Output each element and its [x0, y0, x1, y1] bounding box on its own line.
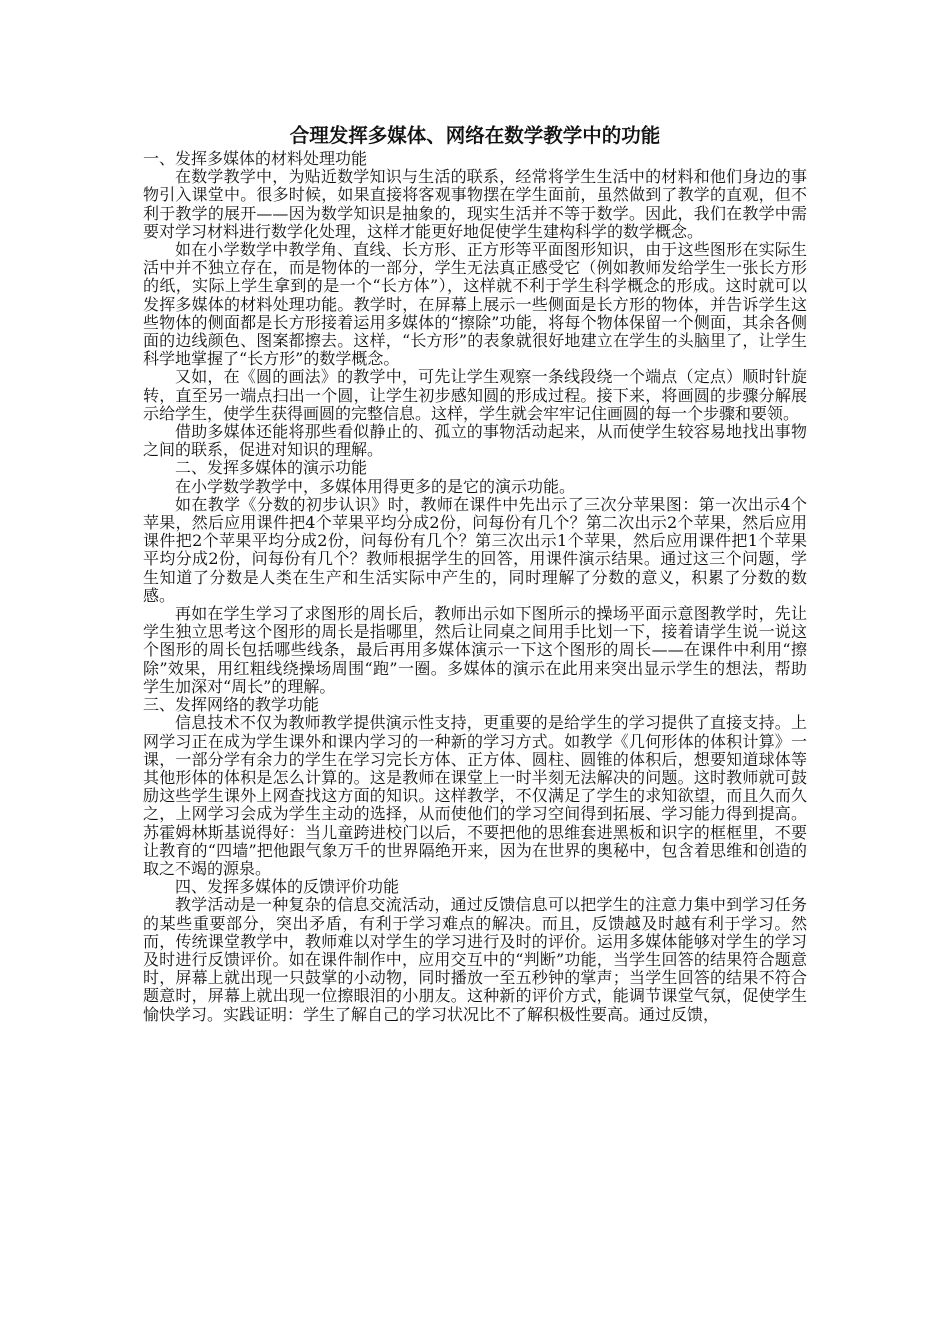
section-heading: 一、发挥多媒体的材料处理功能 [143, 149, 368, 168]
section-heading: 二、发挥多媒体的演示功能 [175, 458, 368, 478]
paragraph: 教学活动是一种复杂的信息交流活动，通过反馈信息可以把学生的注意力集中到学习任务的某些重要部分，突出矛盾，有利于学习难点的解决。而且，反馈越及时越有利于学习。然而，传统课堂教学中，教师难以对学生的学习进行及时的评价。运用多媒体能够对学生的学习及时进行反馈评价。如在课件制作中，应用交互中的“判断”功能，当学生回答的结果符合题意时，屏幕上就出现一只鼓掌的小动物，同时播放一至五秒钟的掌声；当学生回答的结果不符合题意时，屏幕上就出现一位擦眼泪的小朋友。这种新的评价方式，能调节课堂气氛，促使学生愉快学习。实践证明：学生了解自己的学习状况比不了解积极性要高。通过反馈， [143, 895, 807, 1024]
paragraph: 借助多媒体还能将那些看似静止的、孤立的事物活动起来，从而使学生较容易地找出事物之间的联系，促进对知识的理解。 [143, 422, 807, 460]
paragraph: 信息技术不仅为教师教学提供演示性支持，更重要的是给学生的学习提供了直接支持。上网学习正在成为学生课外和课内学习的一种新的学习方式。如教学《几何形体的体积计算》一课，一部分学有余力的学生在学习完长方体、正方体、圆柱、圆锥的体积后，想要知道球体等其他形体的体积是怎么计算的。这是教师在课堂上一时半刻无法解决的问题。这时教师就可鼓励这些学生课外上网查找这方面的知识。这样教学，不仅满足了学生的求知欲望，而且久而久之，上网学习会成为学生主动的选择，从而使他们的学习空间得到拓展、学习能力得到提高。苏霍姆林斯基说得好：当儿童跨进校门以后，不要把他的思维套进黑板和识字的框框里，不要让教育的“四墙”把他跟气象万千的世界隔绝开来，因为在世界的奥秘中，包含着思维和创造的取之不竭的源泉。 [143, 713, 807, 878]
section-2 [143, 459, 807, 696]
paragraph: 又如，在《圆的画法》的教学中，可先让学生观察一条线段绕一个端点（定点）顺时针旋转，直至另一端点扫出一个圆，让学生初步感知圆的形成过程。接下来，将画圆的步骤分解展示给学生，使学生获得画圆的完整信息。这样，学生就会牢牢记住画圆的每一个步骤和要领。 [143, 367, 807, 423]
section-3 [143, 696, 807, 878]
section-heading: 三、发挥网络的教学功能 [143, 695, 320, 715]
document-title: 合理发挥多媒体、网络在数学教学中的功能 [289, 124, 661, 147]
section-1 [143, 150, 807, 459]
paragraph: 在数学教学中，为贴近数学知识与生活的联系，经常将学生生活中的材料和他们身边的事物引入课堂中。很多时候，如果直接将客观事物摆在学生面前，虽然做到了教学的直观，但不利于教学的展开——因为数学知识是抽象的，现实生活并不等于数学。因此，我们在教学中需要对学习材料进行数学化处理，这样才能更好地促使学生建构科学的数学概念。 [143, 167, 807, 241]
paragraph: 在小学数学教学中，多媒体用得更多的是它的演示功能。 [175, 476, 576, 496]
document-page [143, 124, 807, 1024]
paragraph: 如在教学《分数的初步认识》时，教师在课件中先出示了三次分苹果图：第一次出示4个苹果，然后应用课件把4个苹果平均分成2份，问每份有几个？第二次出示2个苹果，然后应用课件把2个苹果平均分成2份，问每份有几个？第三次出示1个苹果，然后应用课件把1个苹果平均分成2份，问每份有几个？教师根据学生的回答，用课件演示结果。通过这三个问题，学生知道了分数是人类在生产和生活实际中产生的，同时理解了分数的意义，积累了分数的数感。 [143, 494, 807, 605]
section-4 [143, 878, 807, 1024]
section-heading: 四、发挥多媒体的反馈评价功能 [175, 877, 400, 897]
paragraph: 如在小学数学中教学角、直线、长方形、正方形等平面图形知识，由于这些图形在实际生活中并不独立存在，而是物体的一部分，学生无法真正感受它（例如教师发给学生一张长方形的纸，实际上学生拿到的是一个“长方体”），这样就不利于学生科学概念的形成。这时就可以发挥多媒体的材料处理功能。教学时，在屏幕上展示一些侧面是长方形的物体，并告诉学生这些物体的侧面都是长方形接着运用多媒体的“擦除”功能，将每个物体保留一个侧面，其余各侧面的边线颜色、图案都擦去。这样，“长方形”的表象就很好地建立在学生的头脑里了，让学生科学地掌握了“长方形”的数学概念。 [143, 240, 807, 369]
paragraph: 再如在学生学习了求图形的周长后，教师出示如下图所示的操场平面示意图教学时，先让学生独立思考这个图形的周长是指哪里，然后让同桌之间用手比划一下，接着请学生说一说这个图形的周长包括哪些线条，最后再用多媒体演示一下这个图形的周长——在课件中利用“擦除”效果，用红粗线绕操场周围“跑”一圈。多媒体的演示在此用来突出显示学生的想法，帮助学生加深对“周长”的理解。 [143, 604, 807, 696]
